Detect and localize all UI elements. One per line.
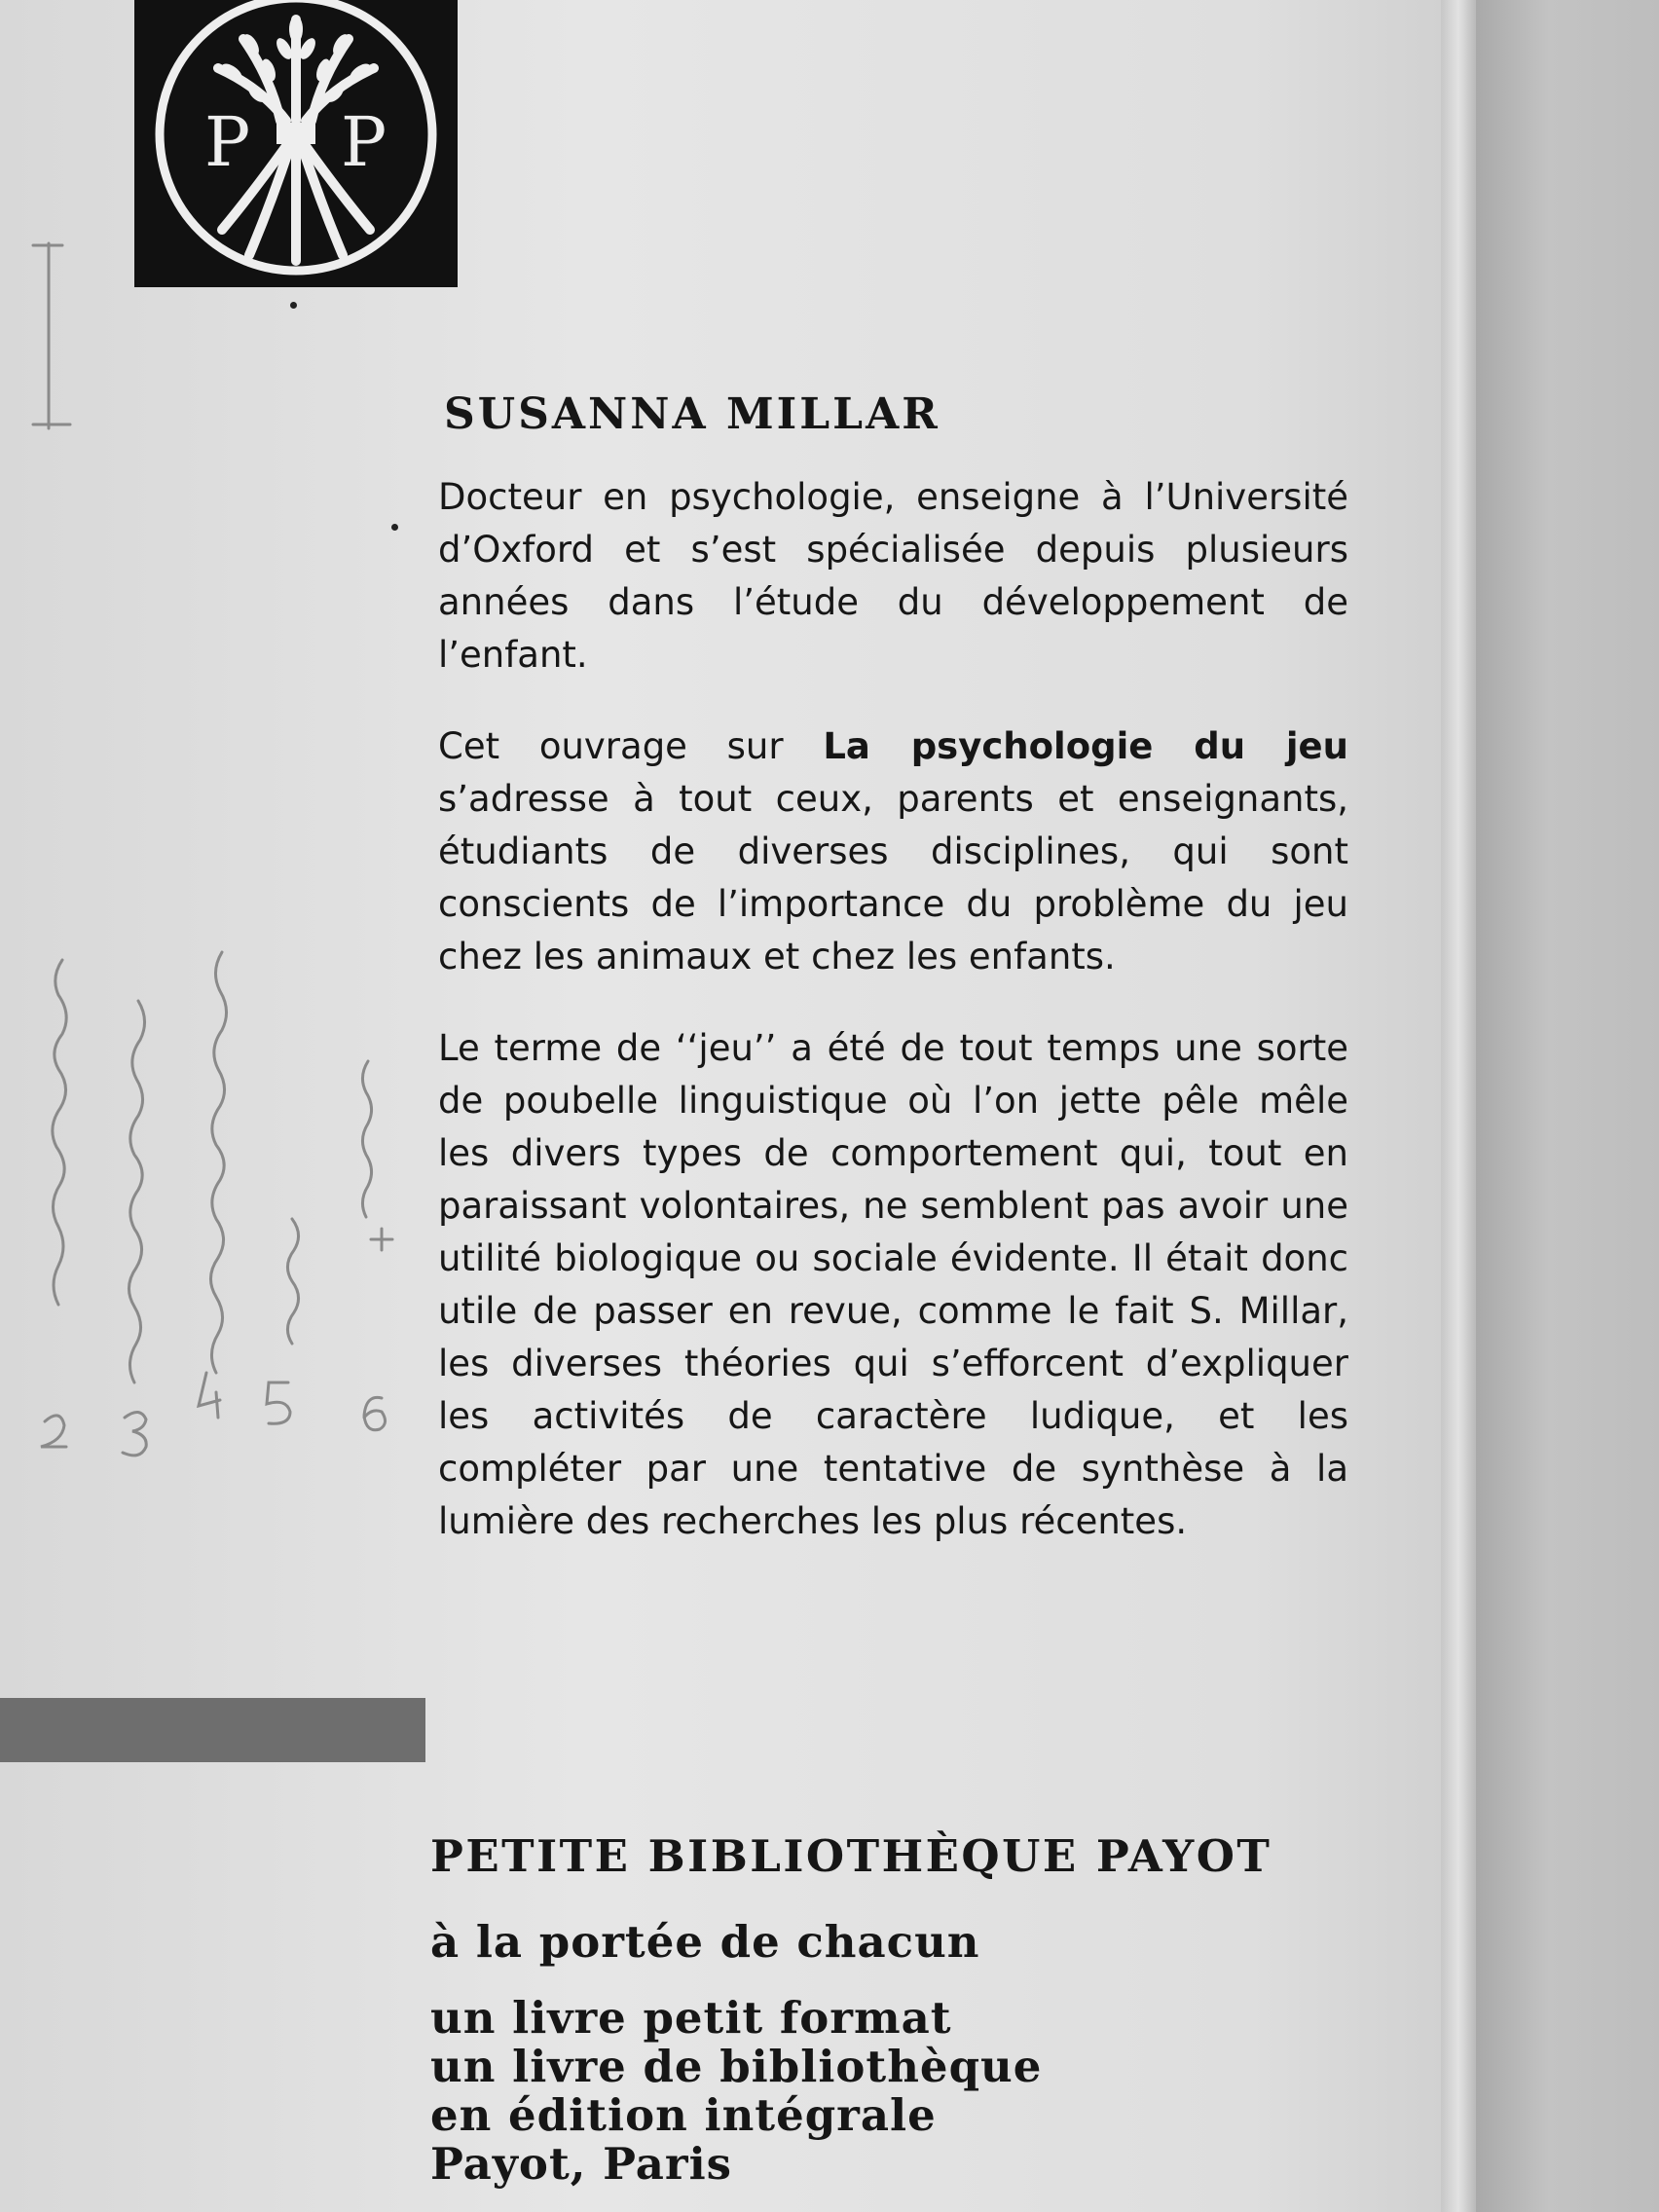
background-surface	[1476, 0, 1659, 2212]
author-bio: Docteur en psychologie, enseigne à l’Université d’Oxford et s’est spécialisée depuis plusieurs années dans l’étude du développement de l’enfant.	[438, 476, 1348, 676]
feature-line: Payot, Paris	[430, 2138, 732, 2190]
series-title: PETITE BIBLIOTHÈQUE PAYOT	[430, 1830, 1272, 1882]
feature-line: un livre de bibliothèque	[430, 2041, 1043, 2092]
pencil-marginalia	[0, 0, 428, 1519]
book-description-paragraph: Le terme de ‘‘jeu’’ a été de tout temps une sorte de poubelle linguistique où l’on jette pêle mêle les divers types de comportement qui, tout en paraissant volontaires, ne semblent pas avoir une utilité biologique ou sociale évidente. Il était donc utile de passer en revue, comme le fait S. Millar, les diverses théories qui s’efforcent d’expliquer les activités de caractère ludique, et les compléter par une tentative de synthèse à la lumière des recherches les plus récentes.	[438, 1027, 1348, 1542]
logo-letter-right: P	[341, 102, 387, 182]
book-audience-paragraph	[438, 720, 1348, 983]
cover-edge	[1441, 0, 1476, 2212]
series-tagline: à la portée de chacun	[430, 1916, 980, 1968]
book-title: La psychologie du jeu	[823, 725, 1348, 767]
paragraph-text: Cet ouvrage sur	[438, 725, 824, 767]
feature-line: en édition intégrale	[430, 2089, 937, 2141]
decorative-bar	[0, 1698, 425, 1762]
paragraph-text: s’adresse à tout ceux, parents et enseignants, étudiants de diverses disciplines, qui sont conscients de l’importance du problème du jeu chez les animaux et chez les enfants.	[438, 778, 1348, 977]
feature-line: un livre petit format	[430, 1992, 952, 2044]
series-features	[430, 1994, 1042, 2189]
author-name: SUSANNA MILLAR	[444, 389, 940, 439]
logo-letter-left: P	[204, 102, 251, 182]
